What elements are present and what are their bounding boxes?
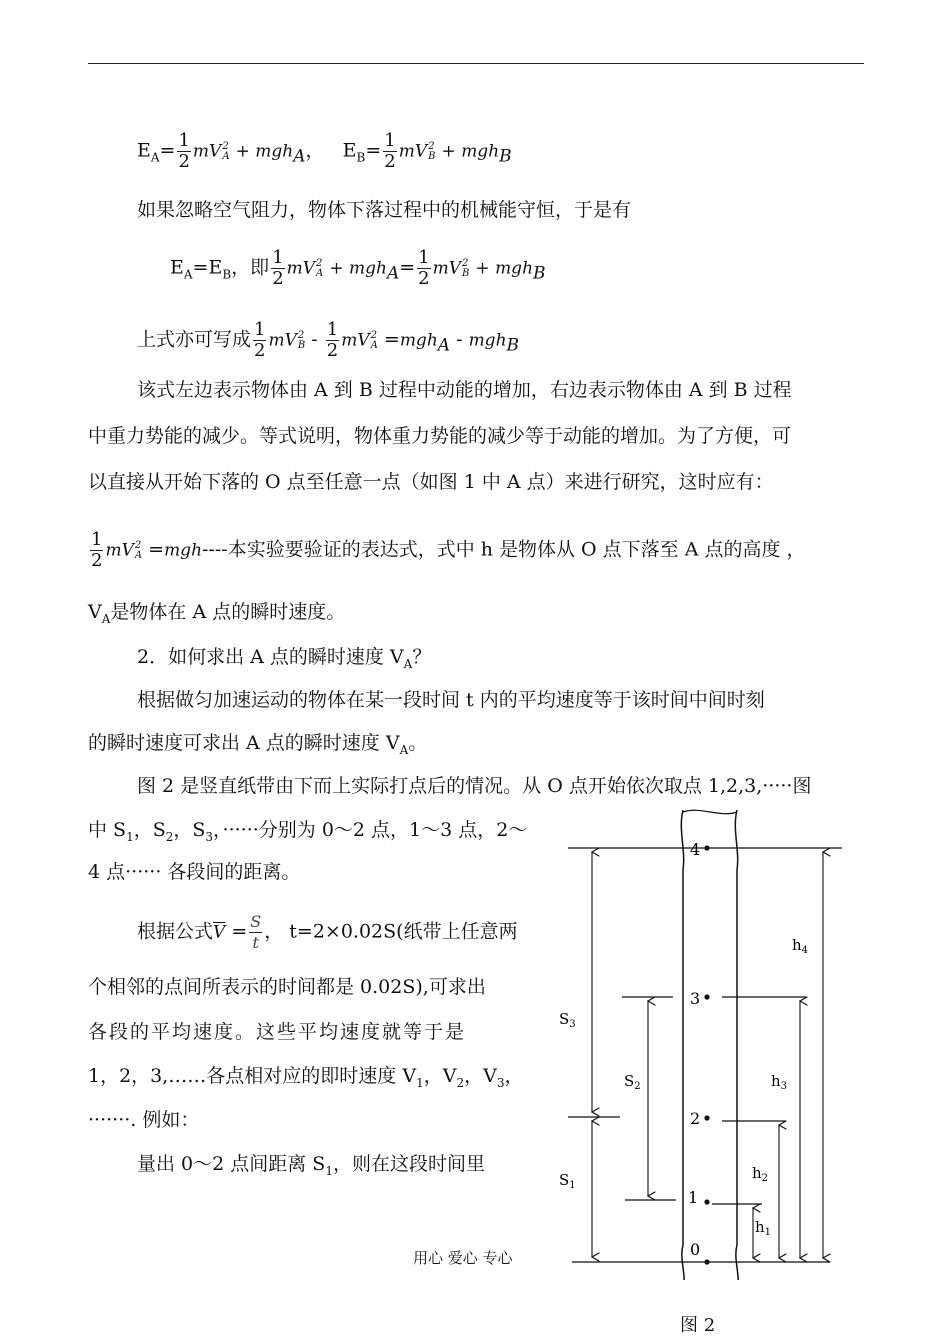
- point-label-3: 3: [690, 989, 701, 1008]
- para3-line2: 中 $S_1$，$S_2$，$S_3$，······分别为 0～2 点，1～3 点，2～: [88, 819, 528, 844]
- tape-right-edge: [735, 810, 738, 1280]
- para4-line-c: 1，2，3,……各点相对应的即时速度 $V_1$，$V_2$，$V_3$，: [88, 1065, 524, 1090]
- para1-line3: 以直接从开始下落的 O 点至任意一点（如图 1 中 A 点）来进行研究，这时应有：: [88, 471, 774, 493]
- point-label-2: 2: [690, 1109, 701, 1128]
- header-rule: [88, 63, 864, 64]
- dot-3: [704, 994, 709, 999]
- label-h2: $h_2$: [752, 1164, 769, 1184]
- label-h1: $h_1$: [755, 1218, 772, 1238]
- para4-line-a: 个相邻的点间所表示的时间都是 0.02S),可求出: [88, 976, 486, 998]
- para2-line2: 的瞬时速度可求出 A 点的瞬时速度 $V_A$。: [88, 732, 428, 757]
- label-s3: $S_3$: [559, 1010, 576, 1030]
- para4-line-d: ·······. 例如：: [88, 1109, 200, 1131]
- conservation-equation: $E_A=E_B$，即 $\frac{1}{2}$ mV 2 A + mgh$_A$= $\frac{1}{2}$ mV 2 B + mgh$_B$: [170, 247, 546, 289]
- para1-line1: 该式左边表示物体由 A 到 B 过程中动能的增加，右边表示物体由 A 到 B 过程: [137, 379, 792, 401]
- paper-tape-diagram: [540, 800, 860, 1280]
- tape-left-edge: [681, 810, 684, 1280]
- intro-line: 如果忽略空气阻力，物体下落过程中的机械能守恒，于是有: [137, 199, 632, 221]
- point-label-4: 4: [690, 840, 701, 859]
- dot-4: [704, 845, 709, 850]
- energy-definitions: $E_A=$ $\frac{1}{2}$ mV 2 A + mgh$_A$， $E_B=$ $\frac{1}{2}$ mV 2 B + mgh$_B$: [137, 130, 512, 172]
- tape-top-edge: [683, 810, 737, 813]
- para4-line-b: 各段的平均速度。这些平均速度就等于是: [88, 1021, 467, 1043]
- point-label-1: 1: [688, 1188, 699, 1207]
- para3-line1: 图 2 是竖直纸带由下而上实际打点后的情况。从 O 点开始依次取点 1,2,3,·····图: [137, 775, 812, 797]
- question-2: 2．如何求出 A 点的瞬时速度 $V_A$？: [137, 646, 432, 671]
- label-s2: $S_2$: [624, 1072, 641, 1092]
- verify-expression: $\frac{1}{2}$ mV 2 A =mgh----本实验要验证的表达式，式中 h 是物体从 O 点下落至 A 点的高度 ，: [91, 529, 806, 571]
- page-footer: 用心 爱心 专心: [413, 1249, 513, 1267]
- rewritten-equation: 上式亦可写成 $\frac{1}{2}$ mV 2 B - $\frac{1}{2}$ mV 2 A =mgh$_A$ - mgh$_B$: [137, 319, 520, 361]
- label-h3: $h_3$: [771, 1072, 788, 1092]
- va-line: $V_A$是物体在 A 点的瞬时速度。: [88, 601, 346, 626]
- para2-line1: 根据做匀加速运动的物体在某一段时间 t 内的平均速度等于该时间中间时刻: [137, 689, 765, 711]
- dot-1: [704, 1199, 709, 1204]
- dot-0: [704, 1259, 709, 1264]
- para3-line3: 4 点······ 各段间的距离。: [88, 861, 301, 883]
- para1-line2: 中重力势能的减少。等式说明，物体重力势能的减少等于动能的增加。为了方便，可: [88, 425, 792, 447]
- figure-caption: 图 2: [680, 1315, 716, 1336]
- dot-2: [704, 1115, 709, 1120]
- label-h4: $h_4$: [792, 936, 809, 956]
- average-velocity-formula: 根据公式$\overline{V}$ = $\frac{S}{t}$ ， t=2×0.02S(纸带上任意两: [137, 912, 518, 952]
- point-label-0: 0: [690, 1240, 701, 1259]
- label-s1: $S_1$: [559, 1171, 576, 1191]
- para4-line-e: 量出 0～2 点间距离 $S_1$，则在这段时间里: [137, 1153, 485, 1178]
